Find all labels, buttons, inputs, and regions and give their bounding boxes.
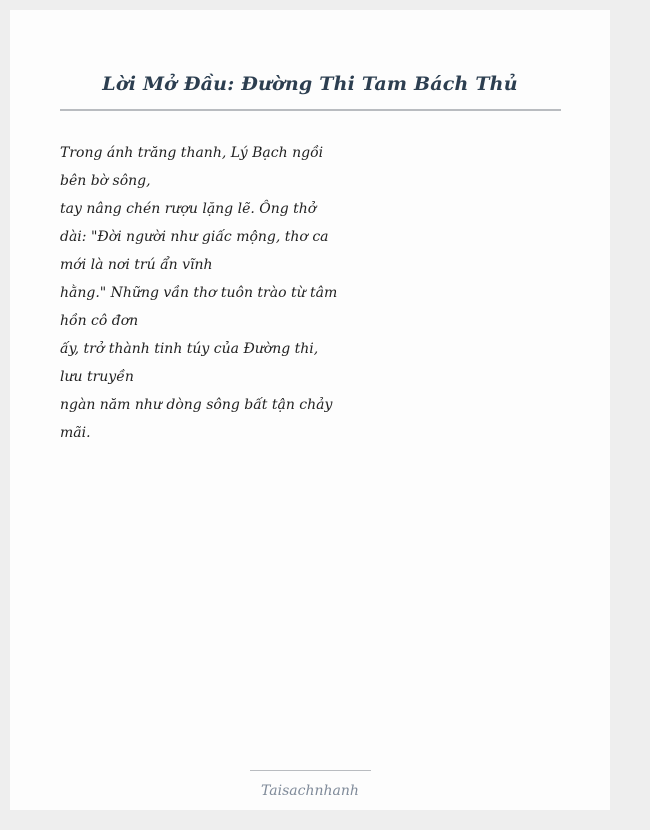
body-line: ấy, trở thành tinh túy của Đường thi, lưu truyền [60, 341, 319, 385]
document-page [10, 10, 610, 810]
body-line: hằng." Những vần thơ tuôn trào từ tâm hồn cô đơn [60, 285, 338, 329]
body-line: tay nâng chén rượu lặng lẽ. Ông thở dài: "Đời người như giấc mộng, thơ ca mới là nơi trú ẩn vĩnh [60, 201, 329, 273]
footer-divider [250, 770, 371, 771]
body-line: Trong ánh trăng thanh, Lý Bạch ngồi bên bờ sông, [60, 145, 324, 189]
body-paragraph [60, 139, 342, 447]
title-divider [60, 109, 561, 111]
body-line: ngàn năm như dòng sông bất tận chảy mãi. [60, 397, 333, 441]
page-title: Lời Mở Đầu: Đường Thi Tam Bách Thủ [102, 73, 518, 95]
footer-text: Taisachnhanh [261, 783, 359, 799]
